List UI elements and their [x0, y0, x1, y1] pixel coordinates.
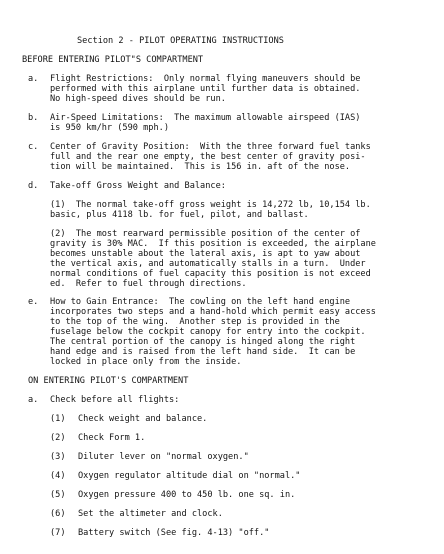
item-a-line: Flight Restrictions: Only normal flying maneuvers should be — [50, 74, 361, 84]
d1-paragraph-line: (1) The normal take-off gross weight is 14,272 lb, 10,154 lb. — [50, 200, 371, 210]
before-entering-heading: BEFORE ENTERING PILOT"S COMPARTMENT — [22, 55, 204, 65]
d2-paragraph-line: normal conditions of fuel capacity this position is not exceed — [50, 269, 371, 279]
checklist-step-number: (2) — [50, 433, 66, 443]
item-b-line: Air-Speed Limitations: The maximum allowable airspeed (IAS) — [50, 113, 361, 123]
item-a-label: a. — [28, 74, 39, 84]
checklist-step-number: (7) — [50, 528, 66, 538]
checklist-step-number: (4) — [50, 471, 66, 481]
d2-paragraph-line: ed. Refer to fuel through directions. — [50, 279, 247, 289]
item-e-line: The central portion of the canopy is hinged along the right — [50, 337, 356, 347]
item-b-label: b. — [28, 113, 39, 123]
d1-paragraph-line: basic, plus 4118 lb. for fuel, pilot, and ballast. — [50, 210, 309, 220]
checklist-step-number: (1) — [50, 414, 66, 424]
d2-paragraph-line: becomes unstable about the lateral axis, is apt to yaw about — [50, 249, 361, 259]
item-c-label: c. — [28, 142, 39, 152]
item-e-line: incorporates two steps and a hand-hold which permit easy access — [50, 307, 376, 317]
item-e-line: How to Gain Entrance: The cowling on the left hand engine — [50, 297, 351, 307]
item-e-line: fuselage below the cockpit canopy for entry into the cockpit. — [50, 327, 366, 337]
item-a-line: No high-speed dives should be run. — [50, 94, 226, 104]
d2-paragraph-line: gravity is 30% MAC. If this position is exceeded, the airplane — [50, 239, 376, 249]
item-d-label: d. — [28, 181, 39, 191]
checklist-step-text: Oxygen pressure 400 to 450 lb. one sq. in. — [78, 490, 296, 500]
checklist-step-text: Check Form 1. — [78, 433, 146, 443]
checklist-step-text: Set the altimeter and clock. — [78, 509, 223, 519]
checklist-step-text: Check weight and balance. — [78, 414, 208, 424]
item-e-line: locked in place only from the inside. — [50, 357, 242, 367]
checklist-step-number: (3) — [50, 452, 66, 462]
d2-paragraph-line: the vertical axis, and automatically stalls in a turn. Under — [50, 259, 366, 269]
section-title: Section 2 - PILOT OPERATING INSTRUCTIONS — [77, 36, 284, 46]
item-c-line: Center of Gravity Position: With the three forward fuel tanks — [50, 142, 371, 152]
item-b-line: is 950 km/hr (590 mph.) — [50, 123, 169, 133]
d2-paragraph-line: (2) The most rearward permissible position of the center of — [50, 229, 361, 239]
checklist-step-text: Diluter lever on "normal oxygen." — [78, 452, 249, 462]
on-entering-heading: ON ENTERING PILOT'S COMPARTMENT — [28, 376, 189, 386]
item-a-line: performed with this airplane until further data is obtained. — [50, 84, 361, 94]
checklist-step-text: Oxygen regulator altitude dial on "normal." — [78, 471, 301, 481]
checklist-label: a. — [28, 395, 39, 405]
item-d-line: Take-off Gross Weight and Balance: — [50, 181, 226, 191]
item-e-label: e. — [28, 297, 39, 307]
item-c-line: tion will be maintained. This is 156 in. aft of the nose. — [50, 162, 351, 172]
item-c-line: full and the rear one empty, the best center of gravity posi- — [50, 152, 366, 162]
item-e-line: to the top of the wing. Another step is provided in the — [50, 317, 340, 327]
checklist-step-text: Battery switch (See fig. 4-13) "off." — [78, 528, 270, 538]
checklist-step-number: (5) — [50, 490, 66, 500]
checklist-title: Check before all flights: — [50, 395, 180, 405]
item-e-line: hand edge and is raised from the left hand side. It can be — [50, 347, 356, 357]
checklist-step-number: (6) — [50, 509, 66, 519]
